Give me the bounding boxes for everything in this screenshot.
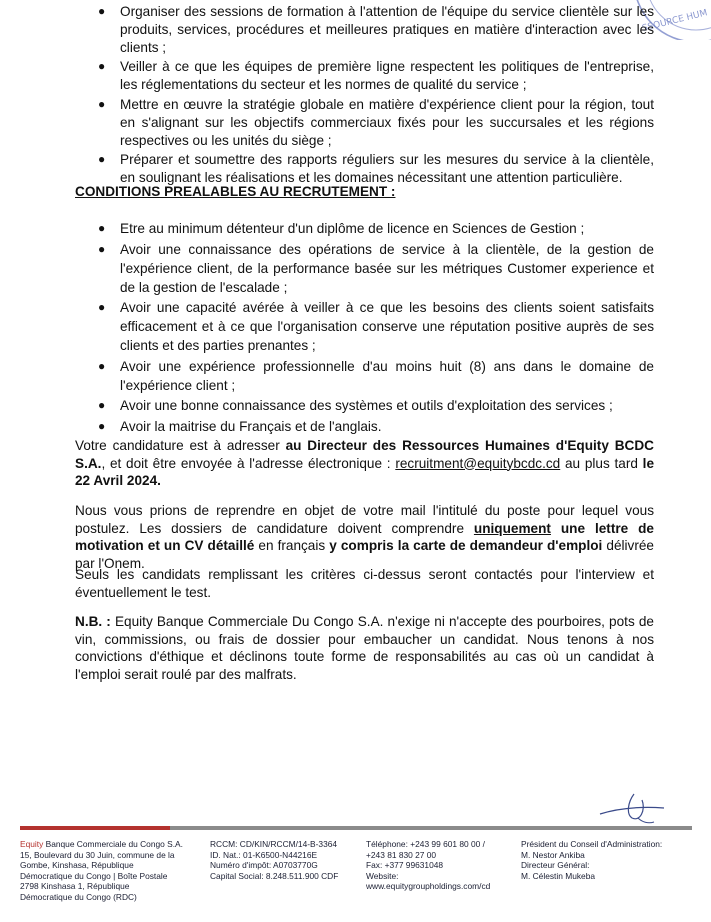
- list-item: ● Avoir la maitrise du Français et de l'anglais.: [98, 418, 382, 434]
- list-item: ● Mettre en œuvre la stratégie globale en matière d'expérience client pour la région, tout en s'alignant sur les objectifs commerciaux fixés pour les succursales et les régions respectives ou les unités du siège ;: [98, 96, 654, 148]
- list-item: ● Organiser des sessions de formation à l'attention de l'équipe du service clientèle sur les produits, services, procédures et meilleures pratiques en matière d'interaction avec les clients ;: [98, 4, 654, 55]
- list-item: ● Avoir une connaissance des opérations de service à la clientèle, de la gestion de l'expérience client, de la performance basée sur les métriques Customer experience et de la gestion de l'escalade ;: [98, 241, 654, 295]
- nb-paragraph: N.B. : Equity Banque Commerciale Du Congo S.A. n'exige ni n'accepte des pourboires, pots de vin, commissions, ou frais de dossier pour embaucher un candidat. Nous tenons à nos convictions d'éthique et déclinons toute forme de responsabilités au cas où un candidat à l'emploi serait roulé par des malfrats.: [75, 614, 654, 682]
- list-item: ● Veiller à ce que les équipes de première ligne respectent les politiques de l'entreprise, les réglementations du secteur et les normes de qualité du service ;: [98, 59, 654, 93]
- footer-brand: Equity: [20, 839, 44, 849]
- footer-management-info: Président du Conseil d'Administration: M. Nestor Ankiba Directeur Général: M. Célestin Mukeba: [521, 839, 663, 881]
- list-item: ● Avoir une bonne connaissance des systèmes et outils d'exploitation des services ;: [98, 398, 613, 413]
- list-item: ● Etre au minimum détenteur d'un diplôme de licence en Sciences de Gestion ;: [98, 221, 585, 236]
- signature: [598, 792, 668, 826]
- footer-divider: [20, 826, 692, 830]
- footer-company-info: Equity Banque Commerciale du Congo S.A. 15, Boulevard du 30 Juin, commune de la Gombe, Kinshasa, République Démocratique du Congo | Boîte Postale 2798 Kinshasa 1, République Démocratique du Congo (RDC): [20, 839, 183, 902]
- email-link[interactable]: recruitment@equitybcdc.cd: [395, 455, 561, 471]
- list-item: ● Préparer et soumettre des rapports réguliers sur les mesures du service à la clientèle, en soulignant les réalisations et les domaines nécessitant une attention particulière.: [98, 152, 654, 186]
- application-paragraph: Votre candidature est à adresser au Directeur des Ressources Humaines d'Equity BCDC S.A., et doit être envoyée à l'adresse électronique : recruitment@equitybcdc.cd au plus tard le 22 Avril 2024.: [75, 438, 655, 488]
- list-item: ● Avoir une capacité avérée à veiller à ce que les besoins des clients soient satisfaits efficacement et à ce que l'organisation conserve une réputation positive auprès de ses clients et des parties prenantes ;: [98, 300, 654, 353]
- selection-paragraph: Seuls les candidats remplissant les critères ci-dessus seront contactés pour l'interview et éventuellement le test.: [75, 567, 654, 600]
- instructions-paragraph: Nous vous prions de reprendre en objet de votre mail l'intitulé du poste pour lequel vous postulez. Les dossiers de candidature doivent comprendre uniquement une lettre de motivation et un CV détaillé en français y compris la carte de demandeur d'emploi délivrée par l'Onem.: [75, 503, 654, 571]
- list-item: ● Avoir une expérience professionnelle d'au moins huit (8) ans dans le domaine de l'expérience client ;: [98, 358, 654, 393]
- responsibilities-list: [98, 3, 654, 189]
- svg-text:SSOURCE HUM: SSOURCE HUM: [641, 8, 709, 35]
- conditions-list: [98, 219, 654, 437]
- website-link[interactable]: www.equitygroupholdings.com/cd: [366, 881, 491, 892]
- section-heading: CONDITIONS PREALABLES AU RECRUTEMENT :: [75, 184, 396, 199]
- footer-contact-info: Téléphone: +243 99 601 80 00 / +243 81 830 27 00 Fax: +377 99631048 Website: www.equitygroupholdings.com/cd: [366, 839, 516, 892]
- footer-registration-info: RCCM: CD/KIN/RCCM/14-B-3364 ID. Nat.: 01-K6500-N44216E Numéro d'impôt: A0703770G Capital Social: 8.248.511.900 CDF: [210, 839, 339, 881]
